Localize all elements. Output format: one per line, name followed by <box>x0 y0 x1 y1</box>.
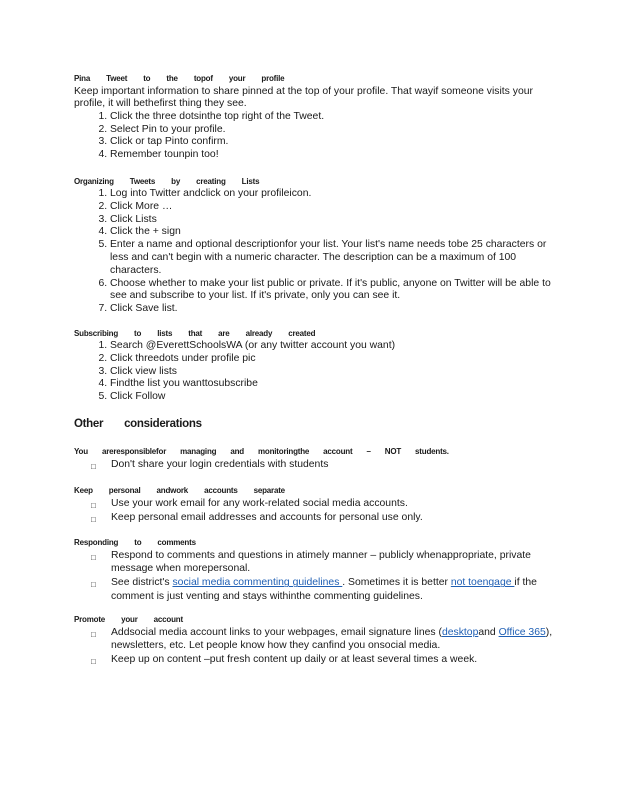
bullet-box-icon: □ <box>91 462 96 471</box>
list-item: 5. Enter a name and optional descriptionfor your list. Your list's name needs tobe 25 characters or less and can't begin with a numeric character. The description can be a maximum of 100 characters. <box>110 239 554 277</box>
other-section <box>74 418 554 430</box>
promote-heading: Promote your account <box>74 615 183 624</box>
list-item: 1. Click the three dotsinthe top right of the Tweet. <box>110 111 554 124</box>
office365-link[interactable]: Office 365 <box>498 627 546 638</box>
subscribe-heading: Subscribing to lists that are already created <box>74 329 316 338</box>
promote-section <box>74 615 554 667</box>
list-item: 1. Search @EverettSchoolsWA (or any twitter account you want) <box>110 340 554 353</box>
list-item: 4. Remember tounpin too! <box>110 149 554 162</box>
bullet-box-icon: □ <box>91 630 96 639</box>
respond-list <box>74 549 554 603</box>
list-item: □ Addsocial media account links to your webpages, email signature lines (desktopand Office 365), newsletters, etc. Let people know how they canfind you onsocial media. <box>91 627 553 652</box>
responsible-list <box>74 458 554 471</box>
bullet-box-icon: □ <box>91 553 96 562</box>
list-item: 4. Findthe list you wanttosubscribe <box>110 378 554 391</box>
list-item: □ Don't share your login credentials with students <box>74 458 554 471</box>
respond-section <box>74 538 554 603</box>
pin-heading: Pina Tweet to the topof your profile <box>74 74 285 83</box>
list-item: □ Keep personal email addresses and accounts for personal use only. <box>74 511 554 524</box>
bullet-box-icon: □ <box>91 580 96 590</box>
pin-intro: Keep important information to share pinned at the top of your profile. That wayif someone visits your profile, it will bethefirst thing they see. <box>74 86 533 110</box>
not-to-engage-link[interactable]: not toengage <box>450 577 515 589</box>
list-item: 7. Click Save list. <box>110 303 554 316</box>
list-item: □ Use your work email for any work-related social media accounts. <box>74 497 554 510</box>
list-item: □ Keep up on content –put fresh content up daily or at least several times a week. <box>74 653 554 666</box>
respond-heading: Responding to comments <box>74 538 196 547</box>
desktop-link[interactable]: desktop <box>441 627 479 638</box>
bullet-box-icon: □ <box>91 501 96 510</box>
pin-steps <box>74 111 554 162</box>
list-item: 3. Click Lists <box>110 214 554 227</box>
commenting-guidelines-link[interactable]: social media commenting guidelines <box>172 577 343 589</box>
pin-section <box>74 74 554 162</box>
list-item: 1. Log into Twitter andclick on your profileicon. <box>110 188 554 201</box>
separate-heading: Keep personal andwork accounts separate <box>74 486 285 495</box>
list-item: 6. Choose whether to make your list public or private. If it's public, anyone on Twitter will be able to see and subscribe to your list. If it's private, only you can see it. <box>110 278 554 304</box>
subscribe-section <box>74 329 554 404</box>
subscribe-steps <box>74 340 554 404</box>
responsible-heading: You areresponsiblefor managing and monitoringthe account – NOT students. <box>74 447 449 456</box>
lists-heading: Organizing Tweets by creating Lists <box>74 177 260 186</box>
separate-list <box>74 497 554 524</box>
list-item: 3. Click or tap Pinto confirm. <box>110 136 554 149</box>
lists-section <box>74 177 554 316</box>
list-item: 2. Select Pin to your profile. <box>110 124 554 137</box>
responsible-section <box>74 447 554 471</box>
other-heading: Other considerations <box>74 418 202 430</box>
list-item: □ See district's social media commenting guidelines . Sometimes it is better not toengage if the comment is just venting and stays withinthe commenting guidelines. <box>91 577 537 602</box>
list-item: 2. Click threedots under profile pic <box>110 353 554 366</box>
separate-section <box>74 486 554 524</box>
list-item: 3. Click view lists <box>110 366 554 379</box>
bullet-box-icon: □ <box>91 515 96 525</box>
bullet-box-icon: □ <box>91 657 96 667</box>
list-item: 2. Click More … <box>110 201 554 214</box>
lists-steps <box>74 188 554 316</box>
list-item: 5. Click Follow <box>110 391 554 404</box>
promote-list <box>74 626 554 667</box>
list-item: 4. Click the + sign <box>110 226 554 239</box>
list-item: □ Respond to comments and questions in atimely manner – publicly whenappropriate, private message when morepersonal. <box>91 550 531 575</box>
